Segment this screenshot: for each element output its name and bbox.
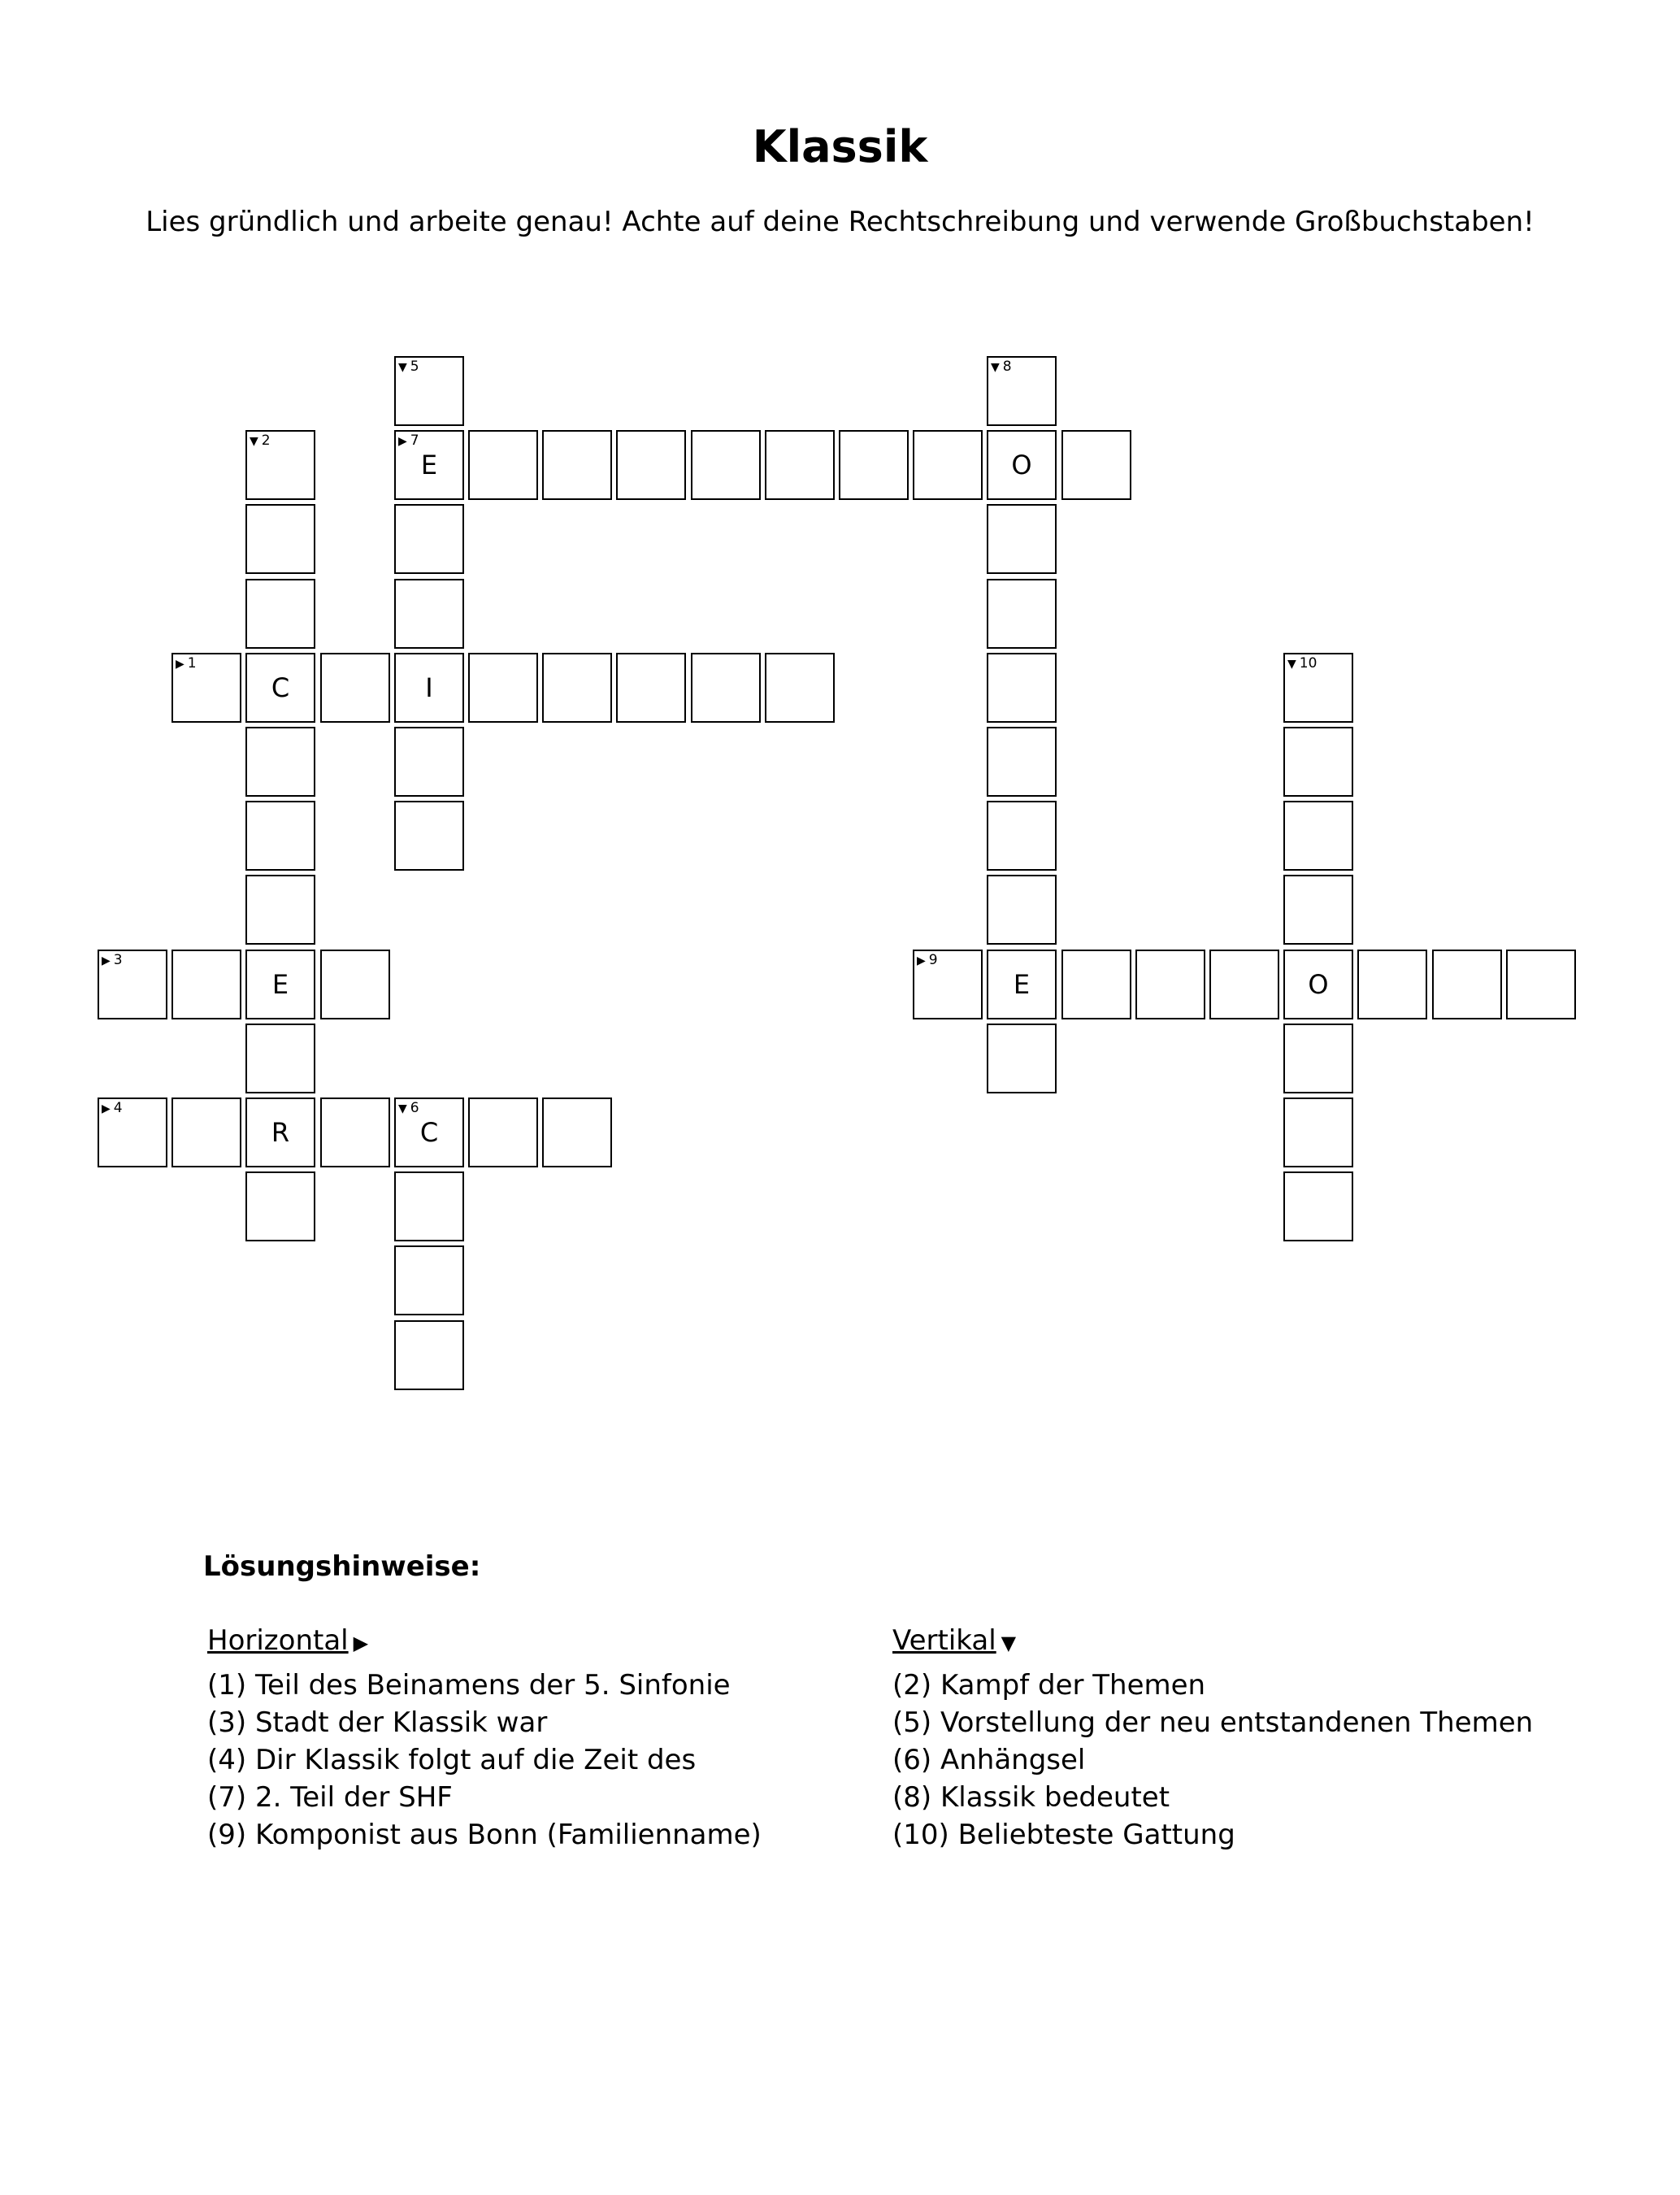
crossword-cell[interactable]	[616, 653, 686, 723]
clue-number	[102, 1100, 123, 1117]
horizontal-label: Horizontal	[207, 1624, 349, 1657]
crossword-cell[interactable]	[245, 504, 315, 574]
crossword-cell[interactable]	[98, 1098, 167, 1167]
hints-heading: Lösungshinweise:	[203, 1550, 481, 1583]
crossword-cell[interactable]	[691, 430, 761, 500]
crossword-cell[interactable]	[320, 653, 390, 723]
clue-horizontal-1: (1) Teil des Beinamens der 5. Sinfonie	[207, 1669, 731, 1702]
crossword-cell[interactable]	[394, 1245, 464, 1315]
clue-number	[176, 655, 197, 672]
page-title: Klassik	[752, 121, 928, 172]
crossword-cell[interactable]	[913, 950, 983, 1019]
right-arrow-icon: ▶	[102, 954, 111, 967]
right-arrow-icon: ▶	[353, 1632, 369, 1654]
cell-letter: E	[271, 969, 289, 1000]
crossword-cell[interactable]	[1283, 875, 1353, 945]
clue-number-text: 2	[261, 432, 271, 449]
cell-letter: I	[425, 672, 433, 703]
clue-number-text: 9	[928, 952, 938, 968]
crossword-cell[interactable]	[320, 1098, 390, 1167]
crossword-cell[interactable]	[1061, 950, 1131, 1019]
crossword-cell[interactable]	[987, 801, 1057, 871]
crossword-cell[interactable]	[320, 950, 390, 1019]
crossword-cell[interactable]	[394, 1098, 464, 1167]
crossword-cell[interactable]	[245, 430, 315, 500]
cell-letter: C	[271, 672, 290, 703]
crossword-cell[interactable]	[171, 653, 241, 723]
crossword-cell[interactable]	[1357, 950, 1427, 1019]
right-arrow-icon: ▶	[176, 658, 184, 671]
clue-number-text: 3	[113, 952, 123, 968]
crossword-cell[interactable]	[542, 1098, 612, 1167]
cell-letter: O	[1308, 969, 1329, 1000]
clue-number-text: 8	[1002, 359, 1012, 375]
crossword-cell[interactable]	[987, 727, 1057, 797]
cell-letter: O	[1011, 450, 1032, 480]
clue-horizontal-7: (7) 2. Teil der SHF	[207, 1781, 453, 1814]
instructions-text: Lies gründlich und arbeite genau! Achte auf deine Rechtschreibung und verwende Großbuchstaben!	[145, 206, 1535, 238]
cell-letter: E	[420, 450, 438, 480]
clue-horizontal-4: (4) Dir Klassik folgt auf die Zeit des	[207, 1744, 697, 1776]
clue-horizontal-9: (9) Komponist aus Bonn (Familienname)	[207, 1819, 762, 1851]
clue-vertical-6: (6) Anhängsel	[892, 1744, 1086, 1776]
crossword-cell[interactable]	[691, 653, 761, 723]
crossword-cell[interactable]	[1283, 1171, 1353, 1241]
crossword-cell[interactable]	[171, 1098, 241, 1167]
down-arrow-icon: ▼	[1287, 658, 1296, 671]
right-arrow-icon: ▶	[102, 1102, 111, 1115]
crossword-cell[interactable]	[394, 653, 464, 723]
vertical-label: Vertikal	[892, 1624, 996, 1657]
crossword-cell[interactable]	[987, 875, 1057, 945]
crossword-cell[interactable]	[1506, 950, 1576, 1019]
crossword-cell[interactable]	[1283, 801, 1353, 871]
clue-vertical-8: (8) Klassik bedeutet	[892, 1781, 1170, 1814]
crossword-cell[interactable]	[394, 579, 464, 649]
crossword-cell[interactable]	[245, 1024, 315, 1093]
crossword-cell[interactable]	[1432, 950, 1502, 1019]
clue-number	[917, 952, 938, 969]
crossword-cell[interactable]	[394, 1171, 464, 1241]
crossword-cell[interactable]	[1061, 430, 1131, 500]
horizontal-clues	[207, 1622, 762, 1854]
crossword-cell[interactable]	[1209, 950, 1279, 1019]
clue-number-text: 5	[410, 359, 419, 375]
crossword-cell[interactable]	[245, 727, 315, 797]
clue-vertical-2: (2) Kampf der Themen	[892, 1669, 1206, 1702]
clue-number-text: 7	[410, 432, 419, 449]
crossword-cell[interactable]	[245, 653, 315, 723]
crossword-cell[interactable]	[245, 801, 315, 871]
crossword-cell[interactable]	[394, 801, 464, 871]
right-arrow-icon: ▶	[917, 954, 926, 967]
crossword-cell[interactable]	[98, 950, 167, 1019]
crossword-cell[interactable]	[171, 950, 241, 1019]
clue-number-text: 4	[113, 1100, 123, 1116]
crossword-cell[interactable]	[394, 356, 464, 426]
clue-number	[1287, 655, 1317, 672]
crossword-cell[interactable]	[542, 430, 612, 500]
down-arrow-icon: ▼	[398, 361, 407, 374]
crossword-cell[interactable]	[913, 430, 983, 500]
down-arrow-icon: ▼	[1001, 1632, 1017, 1654]
clue-horizontal-3: (3) Stadt der Klassik war	[207, 1706, 548, 1739]
crossword-cell[interactable]	[245, 875, 315, 945]
crossword-cell[interactable]	[468, 1098, 538, 1167]
right-arrow-icon: ▶	[398, 435, 407, 448]
down-arrow-icon: ▼	[398, 1102, 407, 1115]
clue-number-text: 1	[187, 655, 197, 672]
clue-number	[991, 359, 1012, 376]
crossword-cell[interactable]	[1283, 653, 1353, 723]
crossword-cell[interactable]	[616, 430, 686, 500]
down-arrow-icon: ▼	[991, 361, 1000, 374]
crossword-cell[interactable]	[1283, 1098, 1353, 1167]
clue-number	[250, 432, 271, 450]
clue-vertical-10: (10) Beliebteste Gattung	[892, 1819, 1235, 1851]
clue-number-text: 6	[410, 1100, 419, 1116]
horizontal-heading	[207, 1622, 762, 1662]
crossword-cell[interactable]	[394, 430, 464, 500]
crossword-cell[interactable]	[839, 430, 909, 500]
crossword-cell[interactable]	[1283, 950, 1353, 1019]
crossword-cell[interactable]	[468, 430, 538, 500]
crossword-cell[interactable]	[245, 579, 315, 649]
down-arrow-icon: ▼	[250, 435, 258, 448]
cell-letter: C	[419, 1117, 439, 1148]
crossword-cell[interactable]	[987, 356, 1057, 426]
vertical-heading	[892, 1622, 1533, 1662]
clue-number	[398, 359, 419, 376]
crossword-cell[interactable]	[1283, 1024, 1353, 1093]
crossword-cell[interactable]	[394, 727, 464, 797]
crossword-cell[interactable]	[765, 653, 835, 723]
crossword-cell[interactable]	[394, 1320, 464, 1390]
crossword-cell[interactable]	[987, 1024, 1057, 1093]
crossword-cell[interactable]	[765, 430, 835, 500]
clue-number	[102, 952, 123, 969]
crossword-cell[interactable]	[245, 1171, 315, 1241]
crossword-cell[interactable]	[1135, 950, 1205, 1019]
clue-vertical-5: (5) Vorstellung der neu entstandenen Themen	[892, 1706, 1534, 1739]
crossword-cell[interactable]	[542, 653, 612, 723]
crossword-cell[interactable]	[987, 579, 1057, 649]
crossword-cell[interactable]	[1283, 727, 1353, 797]
crossword-cell[interactable]	[987, 430, 1057, 500]
crossword-cell[interactable]	[987, 653, 1057, 723]
crossword-cell[interactable]	[245, 1098, 315, 1167]
crossword-cell[interactable]	[987, 950, 1057, 1019]
clue-number-text: 10	[1299, 655, 1318, 672]
cell-letter: R	[271, 1117, 290, 1148]
crossword-cell[interactable]	[468, 653, 538, 723]
crossword-cell[interactable]	[987, 504, 1057, 574]
crossword-cell[interactable]	[245, 950, 315, 1019]
cell-letter: E	[1013, 969, 1031, 1000]
vertical-clues	[892, 1622, 1533, 1854]
crossword-cell[interactable]	[394, 504, 464, 574]
